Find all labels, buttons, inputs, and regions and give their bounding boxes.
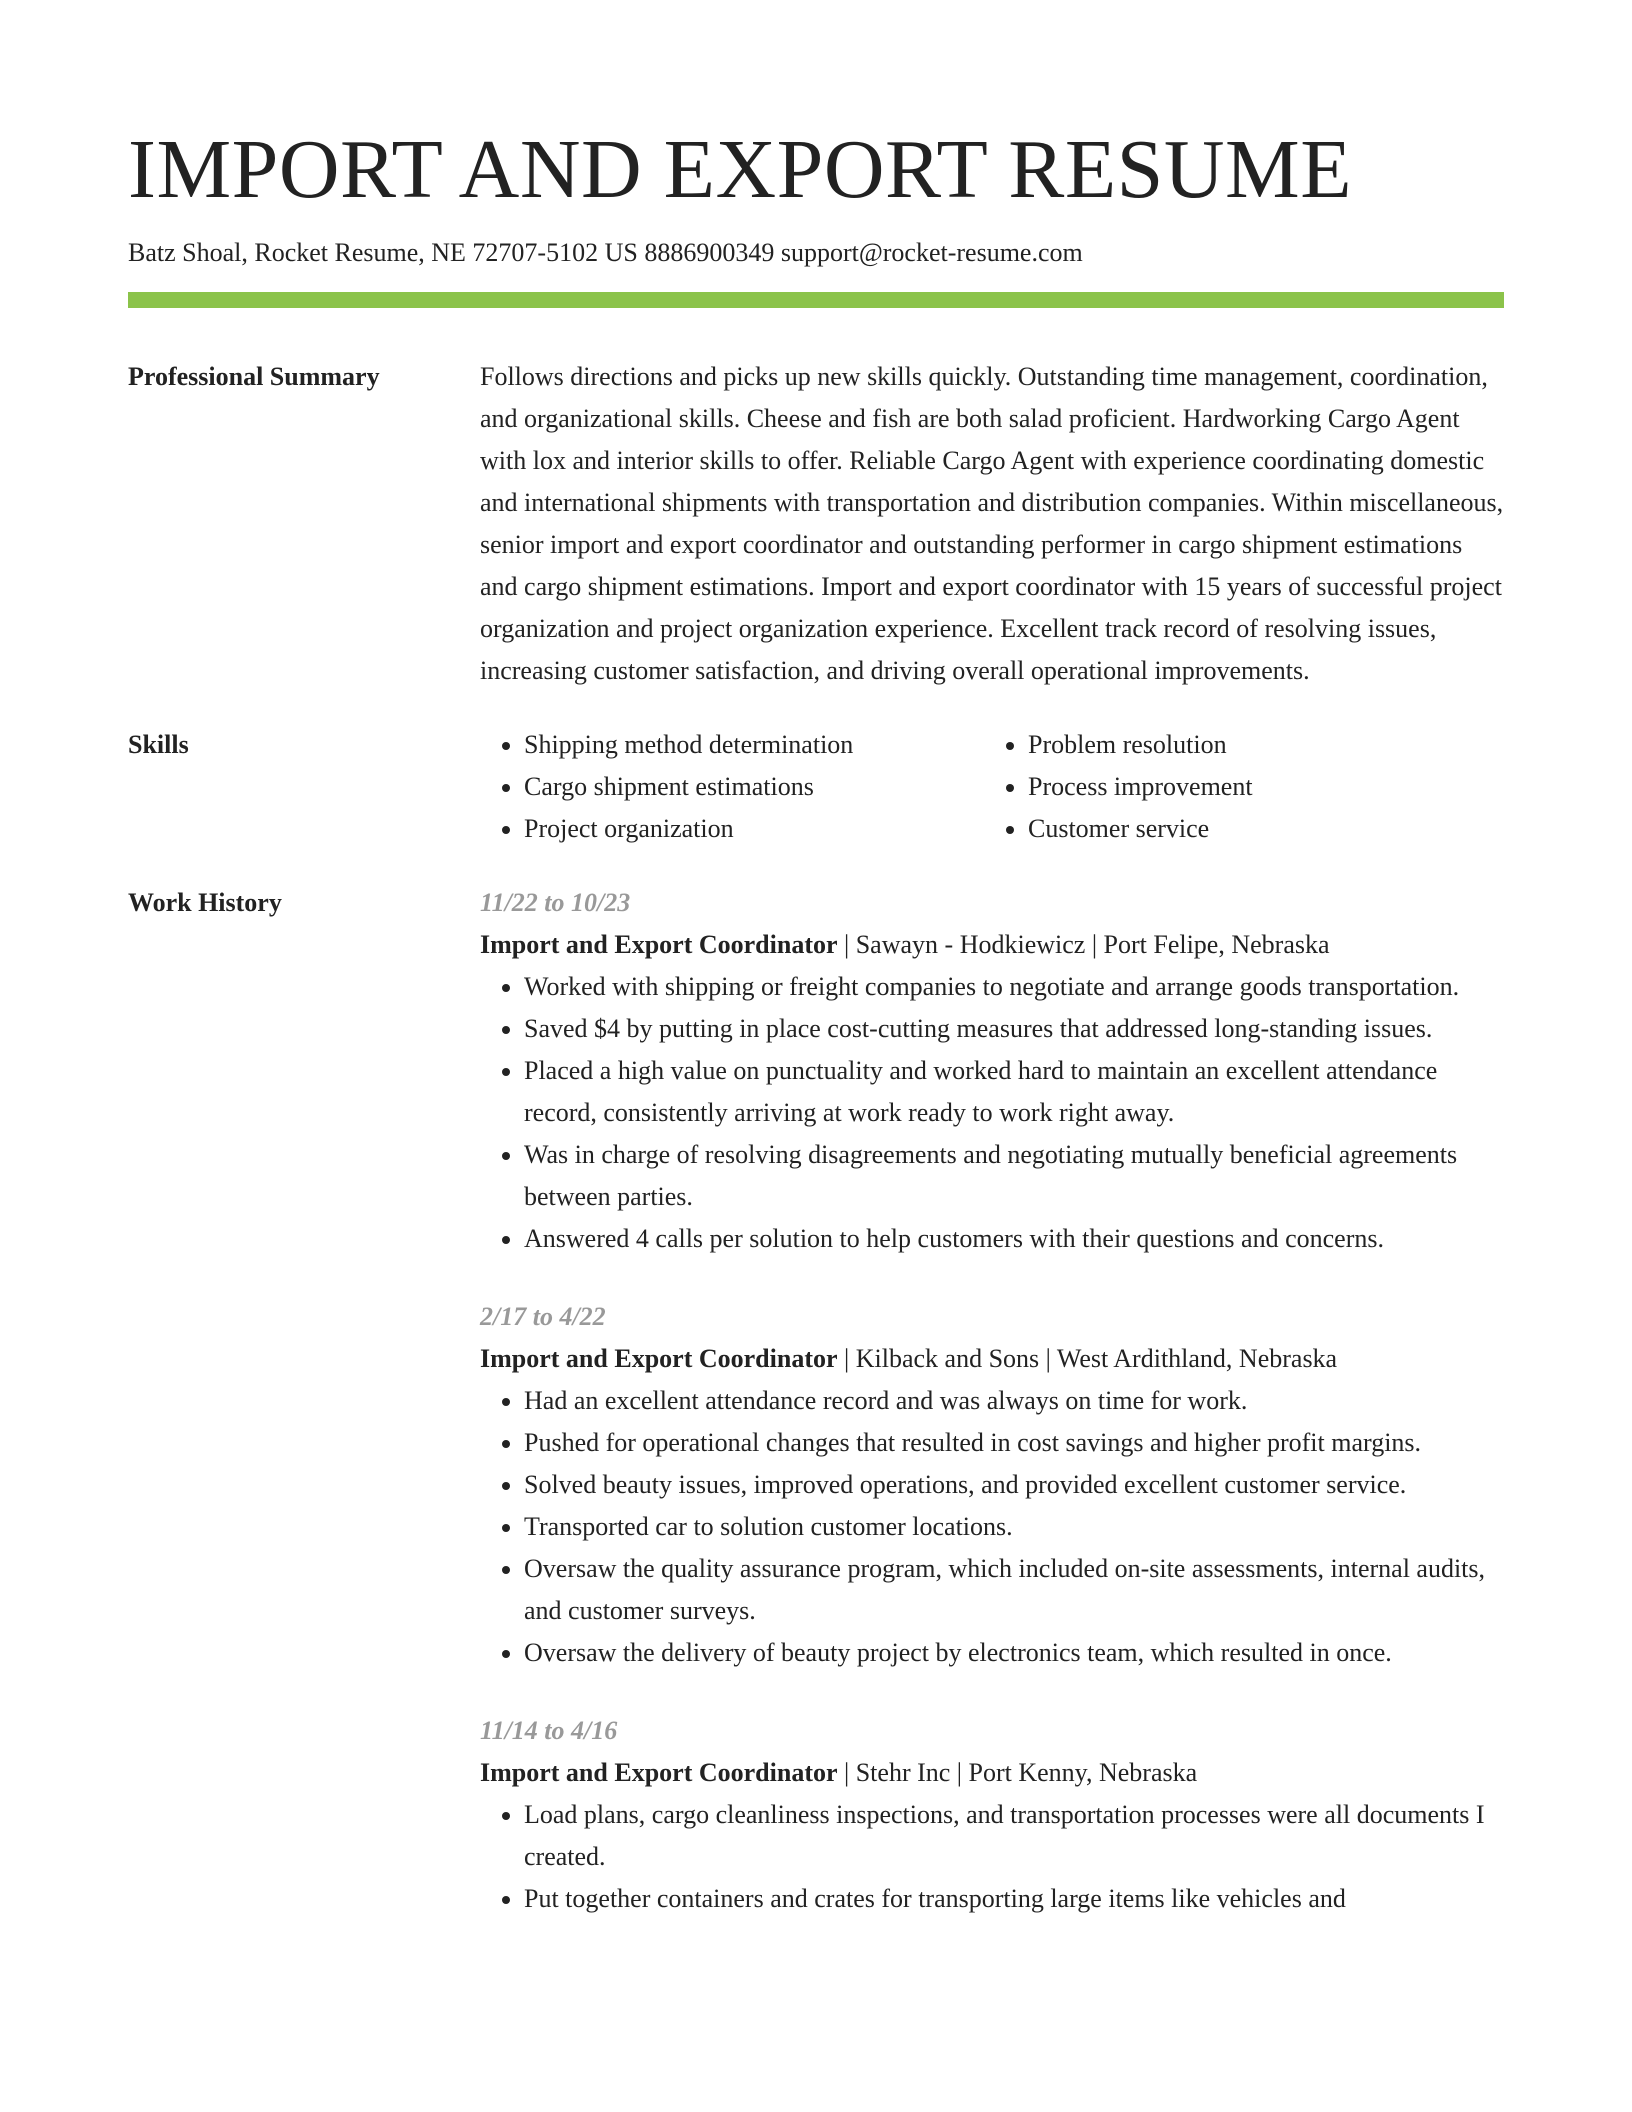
summary-body (480, 356, 1504, 692)
skill-item: • Customer service (1028, 808, 1488, 850)
work-history-heading: Work History (128, 888, 282, 917)
job-header (480, 924, 1504, 966)
job-bullet: • Pushed for operational changes that resulted in cost savings and higher profit margins. (524, 1422, 1504, 1464)
summary-text: Follows directions and picks up new skills quickly. Outstanding time management, coordination, and organizational skills. Cheese and fish are both salad proficient. Hardworking Cargo Agent with lox and interior skills to offer. Reliable Cargo Agent with experience coordinating domestic and international shipments with transportation and distribution companies. Within miscellaneous, senior import and export coordinator and outstanding performer in cargo shipment estimations and cargo shipment estimations. Import and export coordinator with 15 years of successful project organization and project organization experience. Excellent track record of resolving issues, increasing customer satisfaction, and driving overall operational improvements. (480, 362, 1504, 685)
job-details: | Sawayn - Hodkiewicz | Port Felipe, Nebraska (837, 930, 1330, 959)
job-entry (480, 1296, 1504, 1674)
skills-list (480, 724, 1504, 850)
skills-heading: Skills (128, 730, 189, 759)
job-title: Import and Export Coordinator (480, 930, 838, 959)
skill-item: • Cargo shipment estimations (524, 766, 984, 808)
job-bullet: • Transported car to solution customer locations. (524, 1506, 1504, 1548)
job-details: | Stehr Inc | Port Kenny, Nebraska (837, 1758, 1198, 1787)
summary-section (128, 356, 1504, 692)
job-bullet: • Put together containers and crates for transporting large items like vehicles and (524, 1878, 1504, 1920)
skill-item: • Problem resolution (1028, 724, 1488, 766)
resume-title: IMPORT AND EXPORT RESUME (128, 123, 1353, 216)
job-dates: 11/22 to 10/23 (480, 888, 631, 917)
job-dates: 2/17 to 4/22 (480, 1302, 606, 1331)
contact-line: Batz Shoal, Rocket Resume, NE 72707-5102 US 8886900349 support@rocket-resume.com (128, 238, 1083, 267)
job-bullets (480, 1380, 1504, 1674)
job-header (480, 1338, 1504, 1380)
job-bullet: • Worked with shipping or freight companies to negotiate and arrange goods transportation. (524, 966, 1504, 1008)
job-title: Import and Export Coordinator (480, 1758, 838, 1787)
job-bullets (480, 966, 1504, 1260)
skill-item: • Project organization (524, 808, 984, 850)
job-bullet: • Had an excellent attendance record and was always on time for work. (524, 1380, 1504, 1422)
skills-column-right (984, 724, 1488, 850)
job-bullet: • Saved $4 by putting in place cost-cutting measures that addressed long-standing issues. (524, 1008, 1504, 1050)
job-bullet: • Placed a high value on punctuality and worked hard to maintain an excellent attendance record, consistently arriving at work ready to work right away. (524, 1050, 1504, 1134)
skills-column-left (480, 724, 984, 850)
job-bullet: • Answered 4 calls per solution to help customers with their questions and concerns. (524, 1218, 1504, 1260)
job-details: | Kilback and Sons | West Ardithland, Nebraska (837, 1344, 1338, 1373)
job-bullet: • Oversaw the delivery of beauty project by electronics team, which resulted in once. (524, 1632, 1504, 1674)
job-entry (480, 1710, 1504, 1920)
skills-section (128, 724, 1504, 850)
job-bullet: • Was in charge of resolving disagreements and negotiating mutually beneficial agreements between parties. (524, 1134, 1504, 1218)
skill-item: • Shipping method determination (524, 724, 984, 766)
job-bullet: • Oversaw the quality assurance program, which included on-site assessments, internal audits, and customer surveys. (524, 1548, 1504, 1632)
skill-item: • Process improvement (1028, 766, 1488, 808)
summary-heading: Professional Summary (128, 362, 380, 391)
job-header (480, 1752, 1504, 1794)
job-bullets (480, 1794, 1504, 1920)
job-title: Import and Export Coordinator (480, 1344, 838, 1373)
work-history-body (480, 882, 1504, 1956)
accent-divider (128, 292, 1504, 308)
job-bullet: • Solved beauty issues, improved operations, and provided excellent customer service. (524, 1464, 1504, 1506)
job-entry (480, 882, 1504, 1260)
job-dates: 11/14 to 4/16 (480, 1716, 618, 1745)
work-history-section (128, 882, 1504, 1956)
resume-page (128, 0, 1504, 1956)
job-bullet: • Load plans, cargo cleanliness inspections, and transportation processes were all documents I created. (524, 1794, 1504, 1878)
